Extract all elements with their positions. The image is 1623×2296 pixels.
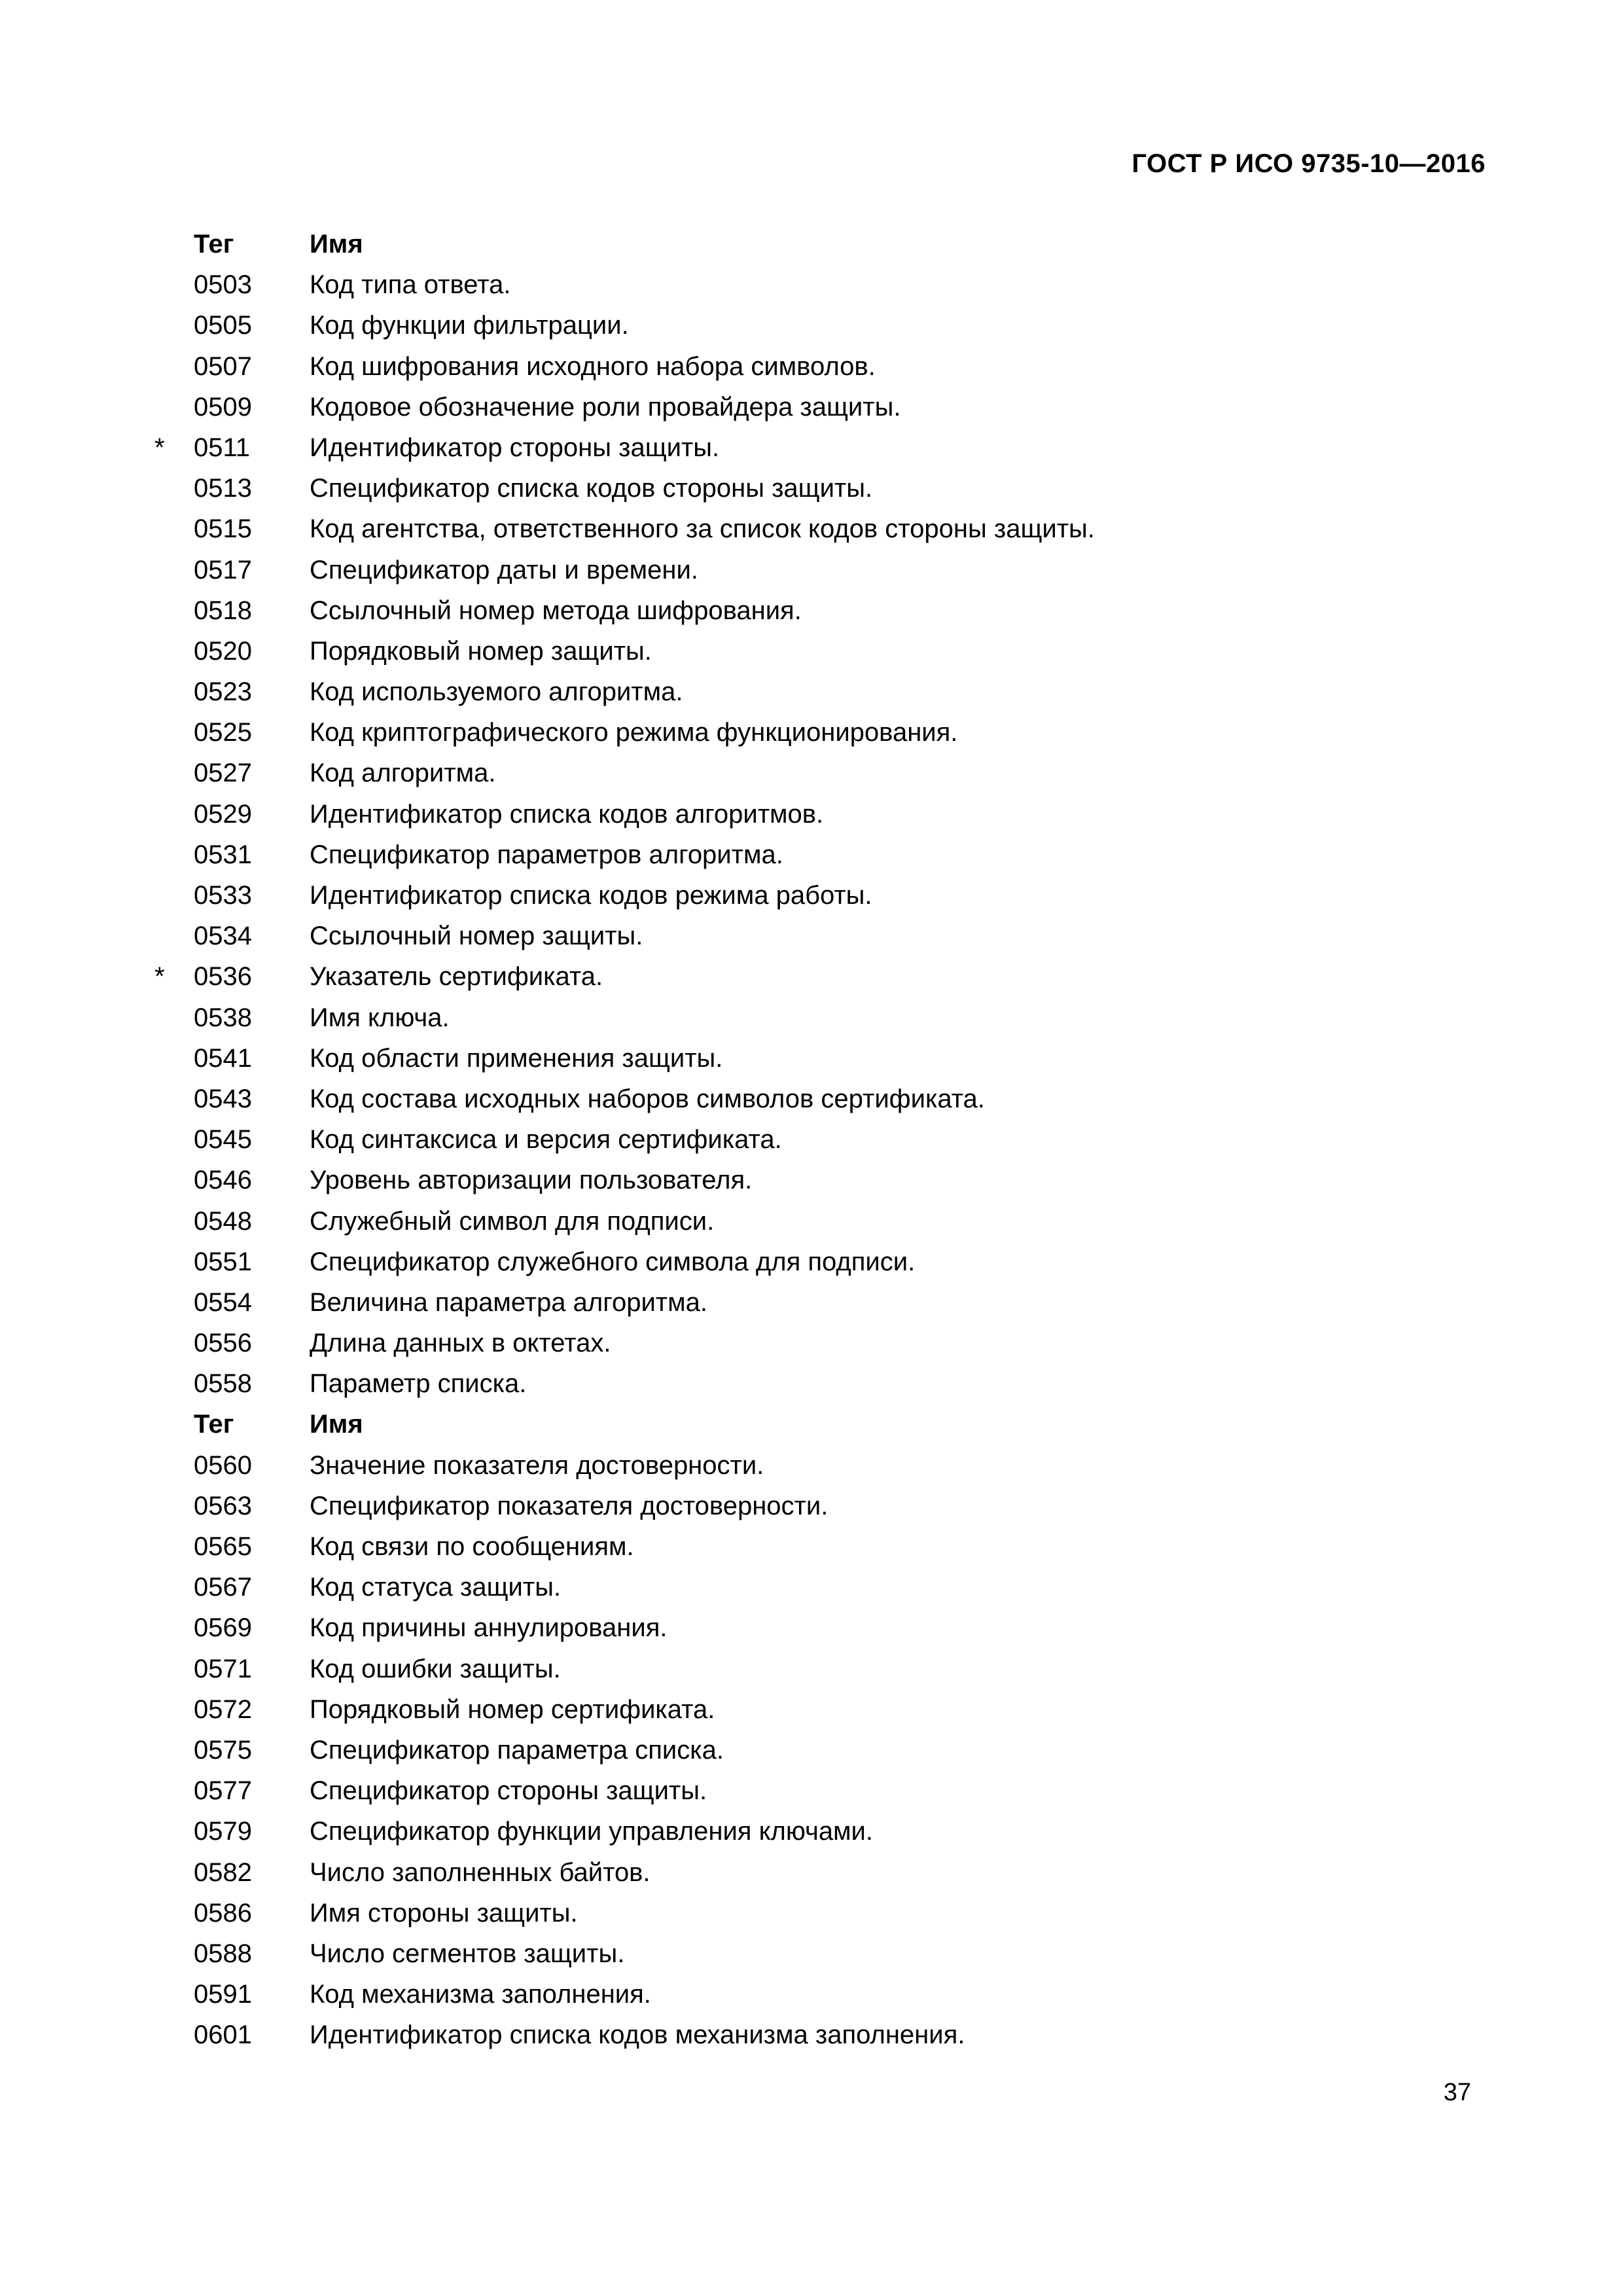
tag-name: Спецификатор служебного символа для подписи. [310,1247,916,1276]
tag-name: Код причины аннулирования. [310,1613,668,1643]
table-row [0,1282,1623,1323]
tag-code: 0511 [194,433,251,462]
table-row [0,1445,1623,1486]
table-row [0,1323,1623,1363]
tag-name: Спецификатор функции управления ключами. [310,1817,874,1846]
table-row [0,1363,1623,1404]
table-row [0,1242,1623,1282]
tag-code: 0523 [194,677,252,707]
tag-name: Код области применения защиты. [310,1043,723,1073]
table-row [0,305,1623,346]
table-row [0,468,1623,509]
tag-code: 0567 [194,1573,252,1602]
tag-name: Число заполненных байтов. [310,1857,651,1887]
table-row [0,1933,1623,1974]
document-code-header: ГОСТ Р ИСО 9735-10—2016 [1132,149,1486,178]
tag-code: 0541 [194,1043,252,1073]
tag-name: Код связи по сообщениям. [310,1532,634,1561]
tag-code: 0546 [194,1166,252,1195]
tag-code: 0577 [194,1776,252,1806]
tag-name: Ссылочный номер защиты. [310,922,643,951]
tag-name: Кодовое обозначение роли провайдера защиты. [310,392,901,422]
tag-name: Код ошибки защиты. [310,1654,561,1683]
tag-name: Код алгоритма. [310,759,496,788]
tag-code: 0531 [194,840,252,869]
tag-name: Идентификатор списка кодов режима работы. [310,881,872,910]
table-row [0,794,1623,834]
tag-code: 0554 [194,1287,252,1317]
table-row [0,834,1623,875]
table-row [0,1893,1623,1933]
table-row [0,509,1623,549]
table-row [0,2015,1623,2055]
table-header-row [0,1404,1623,1444]
tag-code: 0558 [194,1369,252,1399]
column-header-tag: Тег [194,1410,234,1439]
tag-name: Код используемого алгоритма. [310,677,683,707]
tag-name-list [0,224,1623,2055]
table-row [0,1607,1623,1648]
table-header-row [0,224,1623,264]
tag-name: Параметр списка. [310,1369,527,1399]
tag-name: Спецификатор показателя достоверности. [310,1491,829,1520]
table-row [0,1974,1623,2015]
table-row [0,1038,1623,1079]
tag-code: 0509 [194,392,252,422]
tag-code: 0505 [194,311,252,340]
table-row [0,550,1623,590]
tag-name: Код статуса защиты. [310,1573,562,1602]
tag-code: 0582 [194,1857,252,1887]
tag-code: 0513 [194,474,252,503]
tag-name: Служебный символ для подписи. [310,1206,715,1236]
page-number: 37 [1443,2079,1471,2106]
tag-name: Число сегментов защиты. [310,1939,625,1968]
tag-name: Спецификатор параметров алгоритма. [310,840,783,869]
tag-name: Спецификатор даты и времени. [310,555,698,584]
table-row [0,590,1623,631]
table-row [0,1649,1623,1689]
tag-name: Идентификатор списка кодов механизма заполнения. [310,2020,965,2050]
table-row [0,1770,1623,1811]
table-row [0,264,1623,305]
tag-name: Порядковый номер защиты. [310,636,652,666]
tag-code: 0601 [194,2020,252,2050]
tag-name: Идентификатор стороны защиты. [310,433,720,462]
tag-name: Порядковый номер сертификата. [310,1695,715,1724]
tag-code: 0565 [194,1532,252,1561]
tag-name: Код криптографического режима функционирования. [310,718,958,747]
table-row [0,672,1623,712]
table-row [0,1526,1623,1567]
asterisk-mark: * [154,433,165,462]
column-header-name: Имя [310,230,363,259]
tag-code: 0545 [194,1125,252,1155]
table-row [0,997,1623,1038]
tag-name: Значение показателя достоверности. [310,1450,764,1480]
tag-name: Величина параметра алгоритма. [310,1287,707,1317]
tag-code: 0563 [194,1491,252,1520]
tag-name: Код шифрования исходного набора символов. [310,351,876,381]
tag-code: 0588 [194,1939,252,1968]
tag-name: Код типа ответа. [310,270,511,300]
tag-code: 0560 [194,1450,252,1480]
tag-code: 0543 [194,1084,252,1113]
column-header-name: Имя [310,1410,363,1439]
tag-name: Код механизма заполнения. [310,1980,651,2009]
tag-code: 0536 [194,962,252,992]
tag-code: 0533 [194,881,252,910]
tag-name: Имя стороны защиты. [310,1898,578,1928]
tag-name: Спецификатор стороны защиты. [310,1776,707,1806]
tag-code: 0551 [194,1247,252,1276]
tag-name: Код синтаксиса и версия сертификата. [310,1125,782,1155]
tag-code: 0534 [194,922,252,951]
tag-code: 0529 [194,799,252,829]
tag-code: 0569 [194,1613,252,1643]
column-header-tag: Тег [194,230,234,259]
tag-code: 0527 [194,759,252,788]
table-row [0,1160,1623,1200]
tag-name: Имя ключа. [310,1003,450,1032]
tag-code: 0525 [194,718,252,747]
table-row [0,956,1623,997]
asterisk-mark: * [154,962,165,992]
tag-code: 0538 [194,1003,252,1032]
table-row [0,875,1623,916]
tag-name: Спецификатор списка кодов стороны защиты. [310,474,873,503]
table-row [0,346,1623,387]
tag-name: Код агентства, ответственного за список кодов стороны защиты. [310,514,1095,544]
table-row [0,1201,1623,1242]
table-row [0,1730,1623,1770]
table-row [0,1567,1623,1607]
tag-name: Уровень авторизации пользователя. [310,1166,753,1195]
tag-code: 0572 [194,1695,252,1724]
tag-name: Указатель сертификата. [310,962,603,992]
table-row [0,753,1623,793]
tag-code: 0556 [194,1329,252,1358]
tag-code: 0548 [194,1206,252,1236]
table-row [0,387,1623,427]
tag-name: Код состава исходных наборов символов сертификата. [310,1084,985,1113]
table-row [0,712,1623,753]
tag-code: 0586 [194,1898,252,1928]
tag-name: Длина данных в октетах. [310,1329,611,1358]
tag-code: 0591 [194,1980,252,2009]
table-row [0,1486,1623,1526]
table-row [0,427,1623,468]
tag-name: Ссылочный номер метода шифрования. [310,596,802,625]
tag-name: Идентификатор списка кодов алгоритмов. [310,799,824,829]
tag-code: 0571 [194,1654,252,1683]
table-row [0,916,1623,956]
tag-code: 0515 [194,514,252,544]
table-row [0,1852,1623,1893]
tag-code: 0503 [194,270,252,300]
tag-code: 0507 [194,351,252,381]
tag-name: Спецификатор параметра списка. [310,1735,724,1765]
tag-code: 0575 [194,1735,252,1765]
table-row [0,1689,1623,1730]
tag-code: 0517 [194,555,252,584]
table-row [0,1811,1623,1852]
tag-code: 0518 [194,596,252,625]
tag-code: 0579 [194,1817,252,1846]
table-row [0,1119,1623,1160]
table-row [0,631,1623,672]
table-row [0,1079,1623,1119]
tag-name: Код функции фильтрации. [310,311,629,340]
tag-code: 0520 [194,636,252,666]
